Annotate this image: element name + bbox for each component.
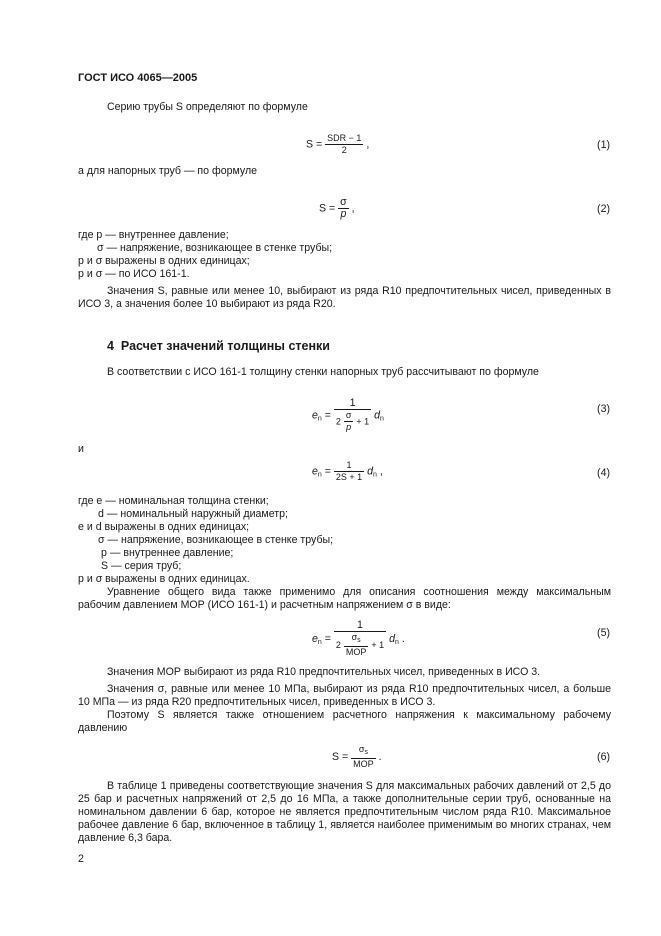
section-title: Расчет значений толщины стенки — [120, 339, 330, 353]
where1-line-1: где p — внутреннее давление; — [78, 229, 229, 241]
where2-line-4: σ — напряжение, возникающее в стенке трубы; — [98, 534, 334, 546]
eq4-lhs-sub: n — [317, 471, 322, 479]
eq3-numerator: 1 — [334, 398, 371, 410]
eq4-denominator: 2S + 1 — [335, 472, 363, 482]
eq5-inner-num — [344, 632, 369, 647]
eq6-num-sub: s — [364, 749, 368, 756]
equation-6-number: (6) — [597, 751, 610, 763]
where1-line-2: σ — напряжение, возникающее в стенке трубы; — [97, 242, 333, 254]
conjunction-and: и — [78, 443, 84, 455]
eq5-denominator — [334, 632, 386, 658]
eq3-den-pre: 2 — [335, 416, 341, 427]
eq6-numerator — [351, 744, 376, 759]
eq4-fraction — [334, 460, 364, 483]
eq3-den-post: + 1 — [356, 416, 370, 427]
page-number: 2 — [78, 853, 84, 865]
where1-line-3: p и σ выражены в одних единицах; — [78, 255, 250, 267]
where2-line-1: где e — номинальная толщина стенки; — [78, 495, 269, 507]
eq2-lhs: S = — [319, 202, 336, 215]
eq6-num-symbol: σ — [358, 744, 365, 754]
where2-line-3: e и d выражены в одних единицах; — [78, 521, 250, 533]
paragraph-s-values: Значения S, равные или менее 10, выбирают из ряда R10 предпочтительных чисел, приведенных в ИСО 3, а значения более 10 выбирают из ряда R20. — [78, 285, 611, 310]
equation-3 — [312, 398, 384, 433]
eq1-lhs: S = — [306, 138, 323, 151]
eq3-rhs-sub: n — [380, 415, 384, 423]
where2-line-6: S — серия труб; — [101, 560, 182, 572]
eq1-numerator: SDR − 1 — [327, 133, 362, 143]
paragraph-wall-thickness: В соответствии с ИСО 161-1 толщину стенки напорных труб рассчитывают по формуле — [107, 366, 539, 378]
where2-line-7: p и σ выражены в одних единицах. — [78, 573, 250, 585]
paragraph-s-ratio: Поэтому S является также отношением расчетного напряжения к максимальному рабочему давлению — [78, 709, 611, 734]
eq4-rhs-sub: n — [373, 471, 377, 479]
where1-line-4: p и σ — по ИСО 161-1. — [78, 268, 190, 280]
eq3-eqsign: = — [324, 409, 331, 422]
paragraph-mop-relation: Уравнение общего вида также применимо для описания соотношения между максимальным рабочим давлением МОР (ИСО 161-1) и расчетным напряжением σ в виде: — [78, 586, 611, 611]
eq3-inner-den: p — [346, 422, 352, 432]
eq3-lhs-sub: n — [317, 415, 322, 423]
eq1-denominator: 2 — [341, 145, 347, 155]
eq2-denominator: p — [340, 208, 347, 220]
eq3-lhs: e — [312, 409, 318, 422]
equation-6 — [332, 744, 382, 770]
eq5-eqsign: = — [324, 632, 331, 645]
eq5-inner-num-sub: s — [357, 637, 361, 644]
document-header: ГОСТ ИСО 4065—2005 — [78, 72, 198, 84]
eq5-den-pre: 2 — [335, 639, 341, 650]
eq5-tail: . — [401, 632, 405, 645]
eq4-tail: , — [379, 465, 383, 478]
equation-2-number: (2) — [597, 203, 610, 215]
eq6-lhs: S = — [332, 750, 349, 763]
where2-line-5: p — внутреннее давление; — [101, 547, 234, 559]
equation-5 — [312, 620, 405, 658]
eq5-lhs-sub: n — [317, 638, 322, 646]
equation-5-number: (5) — [597, 627, 610, 639]
eq5-fraction — [334, 620, 386, 658]
eq6-tail: . — [378, 750, 382, 763]
eq3-fraction — [334, 398, 371, 433]
equation-4-number: (4) — [597, 467, 610, 479]
eq4-lhs: e — [312, 465, 318, 478]
eq4-eqsign: = — [324, 465, 331, 478]
eq5-inner-fraction — [344, 632, 369, 658]
eq3-rhs: d — [374, 409, 381, 422]
paragraph-mop-values: Значения МОР выбирают из ряда R10 предпочтительных чисел, приведенных в ИСО 3. — [107, 666, 541, 678]
equation-3-number: (3) — [597, 403, 610, 415]
section-number: 4 — [107, 339, 114, 353]
eq1-tail: , — [366, 138, 370, 151]
eq2-numerator: σ — [340, 196, 347, 208]
paragraph-pressure-formula: а для напорных труб — по формуле — [78, 165, 258, 177]
eq2-fraction — [338, 197, 349, 220]
eq6-denominator: МОР — [353, 759, 374, 769]
eq5-den-post: + 1 — [371, 639, 385, 650]
paragraph-series-formula: Серию трубы S определяют по формуле — [107, 101, 308, 113]
eq2-tail: , — [351, 202, 355, 215]
eq5-numerator: 1 — [334, 620, 386, 632]
equation-1 — [306, 133, 369, 156]
section-heading — [107, 340, 330, 353]
eq5-rhs-sub: n — [394, 638, 399, 646]
eq4-rhs: d — [367, 465, 374, 478]
paragraph-sigma-values: Значения σ, равные или менее 10 МПа, выбирают из ряда R10 предпочтительных чисел, а больше 10 МПа — из ряда R20 предпочтительных чисел, приведенных в ИСО 3. — [78, 683, 611, 708]
eq1-fraction — [325, 133, 363, 156]
eq5-inner-num-symbol: σ — [351, 632, 358, 642]
where2-line-2: d — номинальный наружный диаметр; — [98, 508, 288, 520]
eq5-inner-den: МОР — [345, 647, 367, 657]
equation-1-number: (1) — [597, 139, 610, 151]
eq5-lhs: e — [312, 632, 318, 645]
eq3-inner-fraction — [344, 410, 354, 433]
eq5-rhs: d — [389, 632, 395, 645]
equation-4 — [312, 460, 383, 483]
eq3-inner-num: σ — [345, 410, 352, 420]
eq3-denominator — [334, 410, 371, 433]
paragraph-table-summary: В таблице 1 приведены соответствующие значения S для максимальных рабочих давлений от 2,5 до 25 бар и расчетных напряжений от 2,5 до 16 МПа, а также дополнительные серии труб, основанные на номинальном давлении 6 бар, которое не является предпочтительным числом ряда R10. Максимальное рабочее давление 6 бар, включенное в таблицу 1, является наиболее применимым во многих странах, чем давление 6,3 бара. — [78, 780, 611, 844]
equation-2 — [319, 197, 355, 220]
eq6-fraction — [351, 744, 376, 770]
eq4-numerator: 1 — [334, 460, 364, 472]
